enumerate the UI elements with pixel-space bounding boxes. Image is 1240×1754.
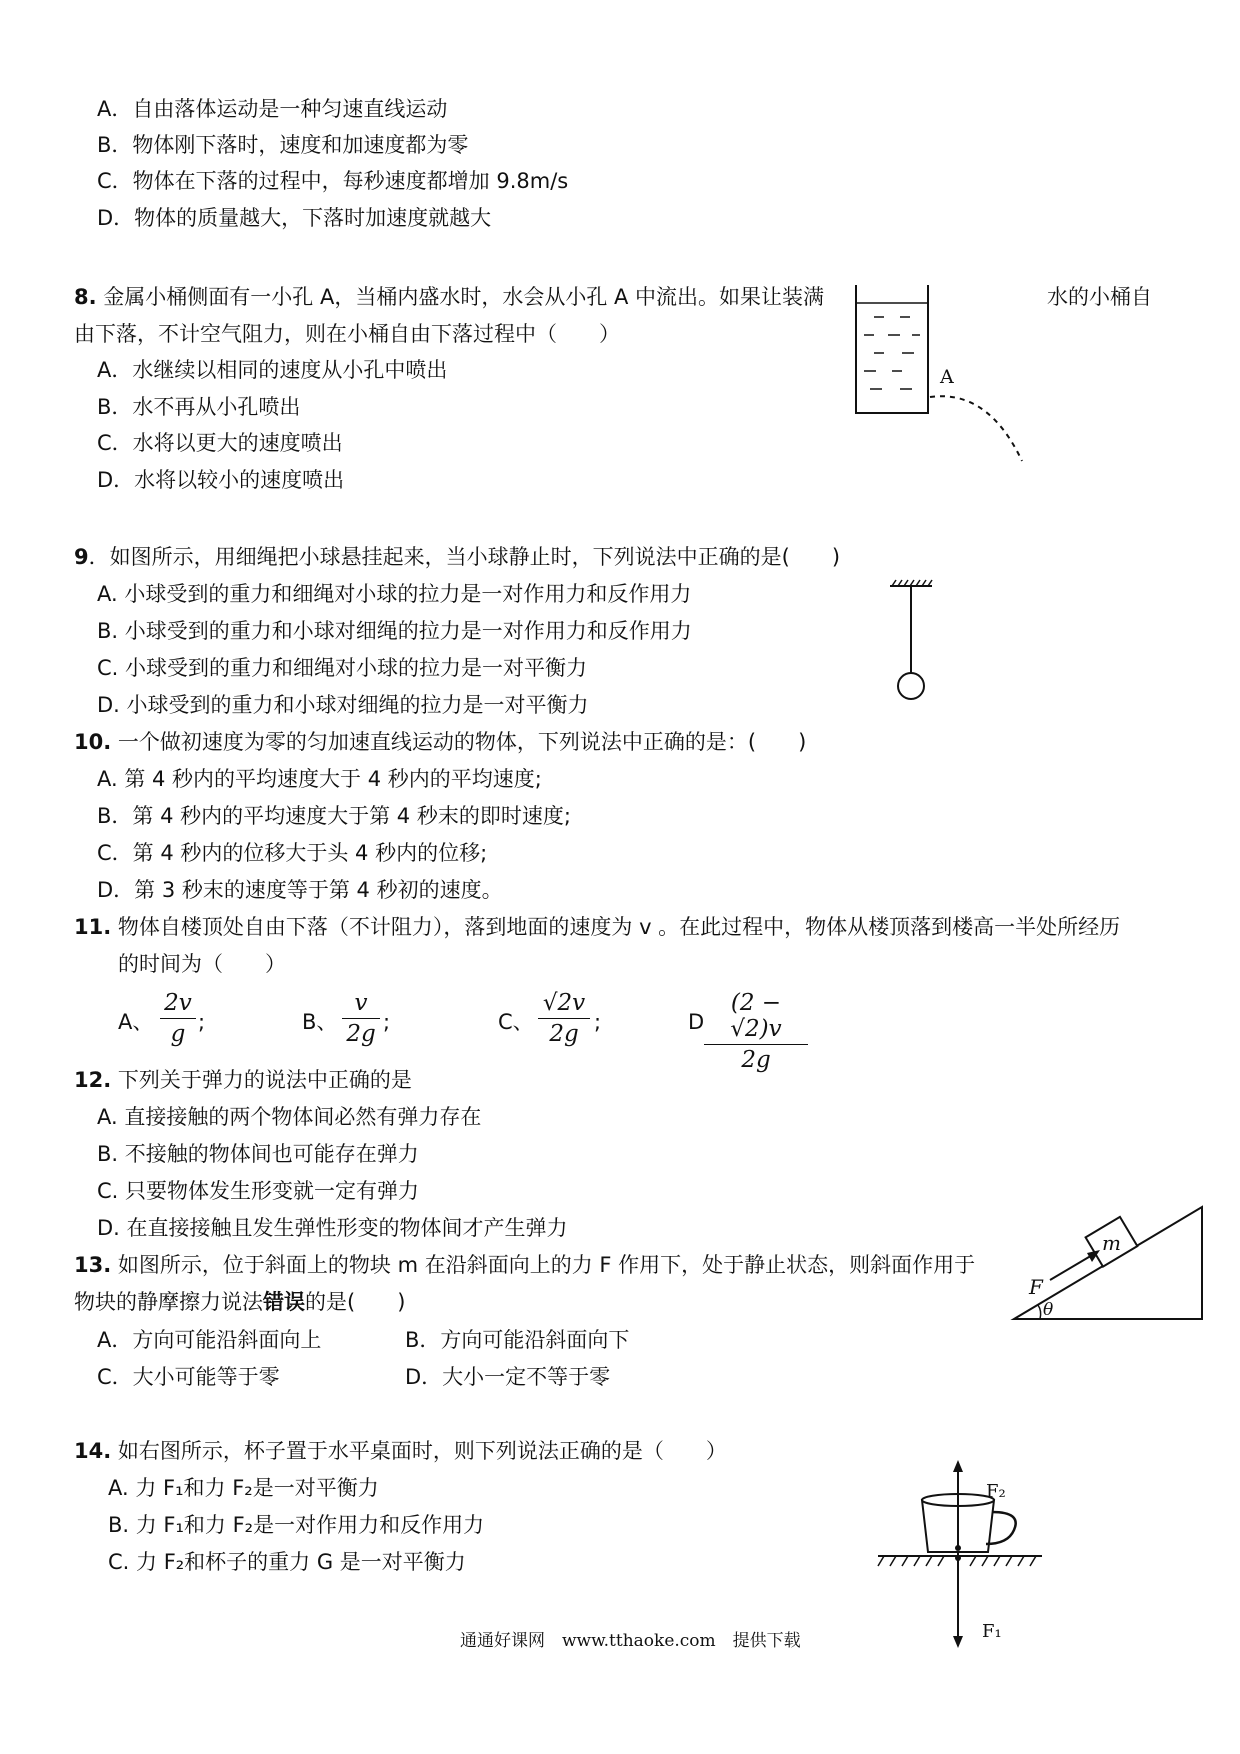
q11-number: 11. bbox=[74, 915, 112, 939]
q11-option-d-fraction bbox=[704, 990, 808, 1073]
q13-fig-force-label: F bbox=[1029, 1275, 1043, 1299]
q9-option-a: A. 小球受到的重力和细绳对小球的拉力是一对作用力和反作用力 bbox=[97, 582, 692, 606]
q7-option-a: A．自由落体运动是一种匀速直线运动 bbox=[97, 97, 448, 121]
q13-option-b: B．方向可能沿斜面向下 bbox=[405, 1328, 630, 1352]
q7-option-d: D．物体的质量越大，下落时加速度就越大 bbox=[97, 206, 492, 230]
q14-stem bbox=[74, 1437, 727, 1465]
q11-option-a-fraction bbox=[160, 990, 196, 1047]
q10-stem-text: 一个做初速度为零的匀加速直线运动的物体，下列说法中正确的是：( ) bbox=[117, 730, 807, 754]
q13-option-c: C．大小可能等于零 bbox=[97, 1365, 280, 1389]
q7-option-c: C．物体在下落的过程中，每秒速度都增加 9.8m/s bbox=[97, 169, 569, 193]
q12-number: 12. bbox=[74, 1068, 112, 1092]
q11-option-c-label: C、 bbox=[498, 1010, 534, 1034]
q13-stem-line1 bbox=[74, 1251, 975, 1279]
q8-number: 8. bbox=[74, 285, 97, 309]
q14-fig-f1-label: F₁ bbox=[982, 1621, 1002, 1642]
q10-option-b: B．第 4 秒内的平均速度大于第 4 秒末的即时速度; bbox=[97, 804, 571, 828]
q14-number: 14. bbox=[74, 1439, 112, 1463]
q9-pendulum-figure bbox=[884, 578, 944, 708]
q8-option-c: C．水将以更大的速度喷出 bbox=[97, 431, 343, 455]
q10-stem bbox=[74, 728, 806, 756]
q9-option-c: C. 小球受到的重力和细绳对小球的拉力是一对平衡力 bbox=[97, 656, 588, 680]
q10-option-d: D．第 3 秒末的速度等于第 4 秒初的速度。 bbox=[97, 878, 503, 902]
q11-option-d-denominator: 2g bbox=[741, 1047, 771, 1073]
q8-hole-label: A bbox=[940, 366, 954, 388]
q12-stem bbox=[74, 1066, 412, 1094]
q10-option-a: A. 第 4 秒内的平均速度大于 4 秒内的平均速度; bbox=[97, 767, 542, 791]
q9-stem bbox=[74, 543, 840, 571]
page-footer: 通通好课网 www.tthaoke.com 提供下载 bbox=[460, 1631, 801, 1651]
q8-option-b: B．水不再从小孔喷出 bbox=[97, 395, 301, 419]
q11-stem-text: 物体自楼顶处自由下落（不计阻力），落到地面的速度为 v 。在此过程中，物体从楼顶落到楼高一半处所经历 bbox=[117, 915, 1121, 939]
q13-stem-emphasis: 错误 bbox=[263, 1290, 305, 1314]
q11-option-d-label: D bbox=[688, 1010, 705, 1034]
q13-stem-part1: 物块的静摩擦力说法 bbox=[74, 1290, 263, 1314]
q11-option-a-denominator: g bbox=[170, 1021, 186, 1047]
q12-option-b: B. 不接触的物体间也可能存在弹力 bbox=[97, 1142, 419, 1166]
q14-option-c: C. 力 F₂和杯子的重力 G 是一对平衡力 bbox=[108, 1550, 466, 1574]
q9-stem-text: ．如图所示，用细绳把小球悬挂起来，当小球静止时，下列说法中正确的是( ) bbox=[88, 545, 841, 569]
q14-option-a: A. 力 F₁和力 F₂是一对平衡力 bbox=[108, 1476, 379, 1500]
q12-option-d: D. 在直接接触且发生弹性形变的物体间才产生弹力 bbox=[97, 1216, 568, 1240]
q8-option-d: D．水将以较小的速度喷出 bbox=[97, 468, 345, 492]
q11-option-b-sep: ; bbox=[383, 1010, 391, 1034]
q10-option-c: C．第 4 秒内的位移大于头 4 秒内的位移; bbox=[97, 841, 488, 865]
q11-stem-line2: 的时间为（ ） bbox=[118, 952, 286, 976]
q11-option-c-numerator: √2v bbox=[538, 990, 590, 1019]
q8-option-a: A．水继续以相同的速度从小孔中喷出 bbox=[97, 358, 448, 382]
q11-option-b-numerator: v bbox=[342, 990, 380, 1019]
q12-option-c: C. 只要物体发生形变就一定有弹力 bbox=[97, 1179, 420, 1203]
q14-option-b: B. 力 F₁和力 F₂是一对作用力和反作用力 bbox=[108, 1513, 485, 1537]
q11-option-a-label: A、 bbox=[118, 1010, 154, 1034]
q13-stem-part2: 的是( ) bbox=[305, 1290, 406, 1314]
q14-cup-figure bbox=[870, 1460, 1050, 1650]
q8-stem-line1 bbox=[74, 283, 824, 311]
q14-fig-f2-label: F₂ bbox=[986, 1481, 1006, 1502]
q11-option-b-fraction bbox=[342, 990, 380, 1047]
q13-option-d: D．大小一定不等于零 bbox=[405, 1365, 611, 1389]
q11-stem-line1 bbox=[74, 913, 1120, 941]
q8-stem-text: 金属小桶侧面有一小孔 A，当桶内盛水时，水会从小孔 A 中流出。如果让装满 bbox=[103, 285, 825, 309]
q11-option-a-numerator: 2v bbox=[160, 990, 196, 1019]
q13-stem-line2 bbox=[74, 1288, 405, 1316]
q12-option-a: A. 直接接触的两个物体间必然有弹力存在 bbox=[97, 1105, 482, 1129]
q12-stem-text: 下列关于弹力的说法中正确的是 bbox=[117, 1068, 412, 1092]
q9-number: 9 bbox=[74, 545, 89, 569]
q13-option-a: A．方向可能沿斜面向上 bbox=[97, 1328, 322, 1352]
q11-option-d-numerator: (2 − √2)v bbox=[704, 990, 808, 1045]
q13-number: 13. bbox=[74, 1253, 112, 1277]
q13-fig-mass-label: m bbox=[1102, 1231, 1121, 1255]
q11-option-a-sep: ; bbox=[198, 1010, 206, 1034]
q10-number: 10. bbox=[74, 730, 112, 754]
q14-stem-text: 如右图所示，杯子置于水平桌面时，则下列说法正确的是（ ） bbox=[117, 1439, 727, 1463]
q11-option-c-fraction bbox=[538, 990, 590, 1047]
q8-stem-line2: 由下落，不计空气阻力，则在小桶自由下落过程中（ ） bbox=[74, 322, 620, 346]
q11-option-b-label: B、 bbox=[302, 1010, 338, 1034]
q9-option-b: B. 小球受到的重力和小球对细绳的拉力是一对作用力和反作用力 bbox=[97, 619, 692, 643]
q11-option-c-sep: ; bbox=[594, 1010, 602, 1034]
q11-option-c-denominator: 2g bbox=[549, 1021, 579, 1047]
q13-stem-text: 如图所示，位于斜面上的物块 m 在沿斜面向上的力 F 作用下，处于静止状态，则斜面作用于 bbox=[117, 1253, 976, 1277]
q11-option-b-denominator: 2g bbox=[346, 1021, 376, 1047]
q13-fig-theta-label: θ bbox=[1043, 1300, 1054, 1320]
q13-incline-figure bbox=[1012, 1205, 1208, 1325]
q9-option-d: D. 小球受到的重力和小球对细绳的拉力是一对平衡力 bbox=[97, 693, 589, 717]
q8-stem-line1-tail: 水的小桶自 bbox=[1047, 285, 1152, 309]
q7-option-b: B．物体刚下落时，速度和加速度都为零 bbox=[97, 133, 469, 157]
